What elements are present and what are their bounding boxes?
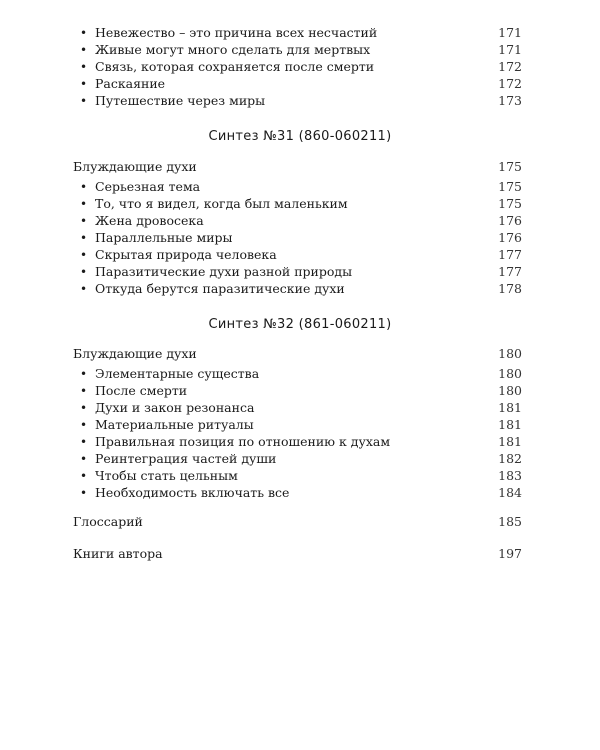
toc-item-title: Жена дровосека	[95, 213, 204, 228]
toc-item	[0, 212, 600, 230]
toc-author-books	[0, 545, 600, 563]
toc-item-page: 171	[498, 42, 522, 57]
toc-item-page: 175	[498, 179, 522, 194]
toc-item-title: Материальные ритуалы	[95, 417, 254, 432]
toc-item-page: 173	[498, 93, 522, 108]
bullet: •	[80, 60, 88, 74]
toc-item-title: После смерти	[95, 383, 188, 398]
bullet: •	[80, 77, 88, 91]
toc-item	[0, 280, 600, 298]
toc-item-title: Скрытая природа человека	[95, 247, 277, 262]
toc-item-title: Живые могут много сделать для мертвых	[95, 42, 371, 57]
bullet: •	[80, 265, 88, 279]
toc-item	[0, 467, 600, 485]
bullet: •	[80, 248, 88, 262]
bullet: •	[80, 486, 88, 500]
toc-item	[0, 75, 600, 93]
toc-author-books-page: 197	[498, 546, 522, 561]
toc-glossary-page: 185	[498, 514, 522, 529]
section-heading-synthesis-31: Синтез №31 (860-060211)	[208, 129, 392, 144]
toc-item-page: 177	[498, 264, 522, 279]
bullet: •	[80, 367, 88, 381]
toc-item-page: 182	[498, 451, 522, 466]
toc-item	[0, 41, 600, 59]
toc-item	[0, 92, 600, 110]
toc-item-page: 176	[498, 230, 522, 245]
toc-item-title: Чтобы стать цельным	[95, 468, 238, 483]
section-heading-synthesis-32: Синтез №32 (861-060211)	[208, 317, 392, 332]
toc-item	[0, 263, 600, 281]
toc-chapter	[0, 158, 600, 176]
bullet: •	[80, 282, 88, 296]
bullet: •	[80, 469, 88, 483]
bullet: •	[80, 452, 88, 466]
toc-item	[0, 195, 600, 213]
bullet: •	[80, 26, 88, 40]
toc-item-page: 180	[498, 383, 522, 398]
bullet: •	[80, 384, 88, 398]
toc-glossary	[0, 513, 600, 531]
toc-chapter-page: 175	[498, 159, 522, 174]
toc-item-title: Путешествие через миры	[95, 93, 266, 108]
toc-item-page: 177	[498, 247, 522, 262]
toc-item	[0, 229, 600, 247]
toc-item-page: 171	[498, 25, 522, 40]
toc-item-title: Параллельные миры	[95, 230, 233, 245]
toc-item	[0, 365, 600, 383]
toc-chapter-title: Блуждающие духи	[73, 346, 197, 361]
toc-item-page: 181	[498, 400, 522, 415]
toc-chapter-page: 180	[498, 346, 522, 361]
toc-item-page: 178	[498, 281, 522, 296]
toc-item-title: Связь, которая сохраняется после смерти	[95, 59, 375, 74]
toc-item-title: Невежество – это причина всех несчастий	[95, 25, 378, 40]
toc-item-page: 172	[498, 59, 522, 74]
toc-item-title: Раскаяние	[95, 76, 166, 91]
toc-item-title: Духи и закон резонанса	[95, 400, 255, 415]
toc-item-title: Серьезная тема	[95, 179, 201, 194]
toc-chapter	[0, 345, 600, 363]
toc-item-page: 181	[498, 417, 522, 432]
toc-item-page: 181	[498, 434, 522, 449]
toc-item-title: Паразитические духи разной природы	[95, 264, 353, 279]
toc-item-title: Необходимость включать все	[95, 485, 290, 500]
toc-item-title: Правильная позиция по отношению к духам	[95, 434, 391, 449]
toc-item	[0, 450, 600, 468]
toc-item	[0, 416, 600, 434]
toc-item	[0, 399, 600, 417]
bullet: •	[80, 197, 88, 211]
bullet: •	[80, 435, 88, 449]
bullet: •	[80, 401, 88, 415]
bullet: •	[80, 231, 88, 245]
bullet: •	[80, 180, 88, 194]
toc-item-title: Откуда берутся паразитические духи	[95, 281, 345, 296]
toc-item-page: 176	[498, 213, 522, 228]
toc-author-books-title: Книги автора	[73, 546, 163, 561]
bullet: •	[80, 418, 88, 432]
toc-item	[0, 382, 600, 400]
toc-item-page: 172	[498, 76, 522, 91]
toc-item-page: 180	[498, 366, 522, 381]
bullet: •	[80, 43, 88, 57]
bullet: •	[80, 214, 88, 228]
toc-glossary-title: Глоссарий	[73, 514, 143, 529]
toc-item-title: То, что я видел, когда был маленьким	[95, 196, 348, 211]
bullet: •	[80, 94, 88, 108]
toc-item-title: Реинтеграция частей души	[95, 451, 277, 466]
toc-item-page: 183	[498, 468, 522, 483]
toc-item	[0, 246, 600, 264]
toc-item-title: Элементарные существа	[95, 366, 260, 381]
toc-item-page: 175	[498, 196, 522, 211]
toc-item	[0, 178, 600, 196]
toc-item	[0, 24, 600, 42]
toc-chapter-title: Блуждающие духи	[73, 159, 197, 174]
toc-item	[0, 433, 600, 451]
toc-item	[0, 58, 600, 76]
toc-item-page: 184	[498, 485, 522, 500]
toc-item	[0, 484, 600, 502]
